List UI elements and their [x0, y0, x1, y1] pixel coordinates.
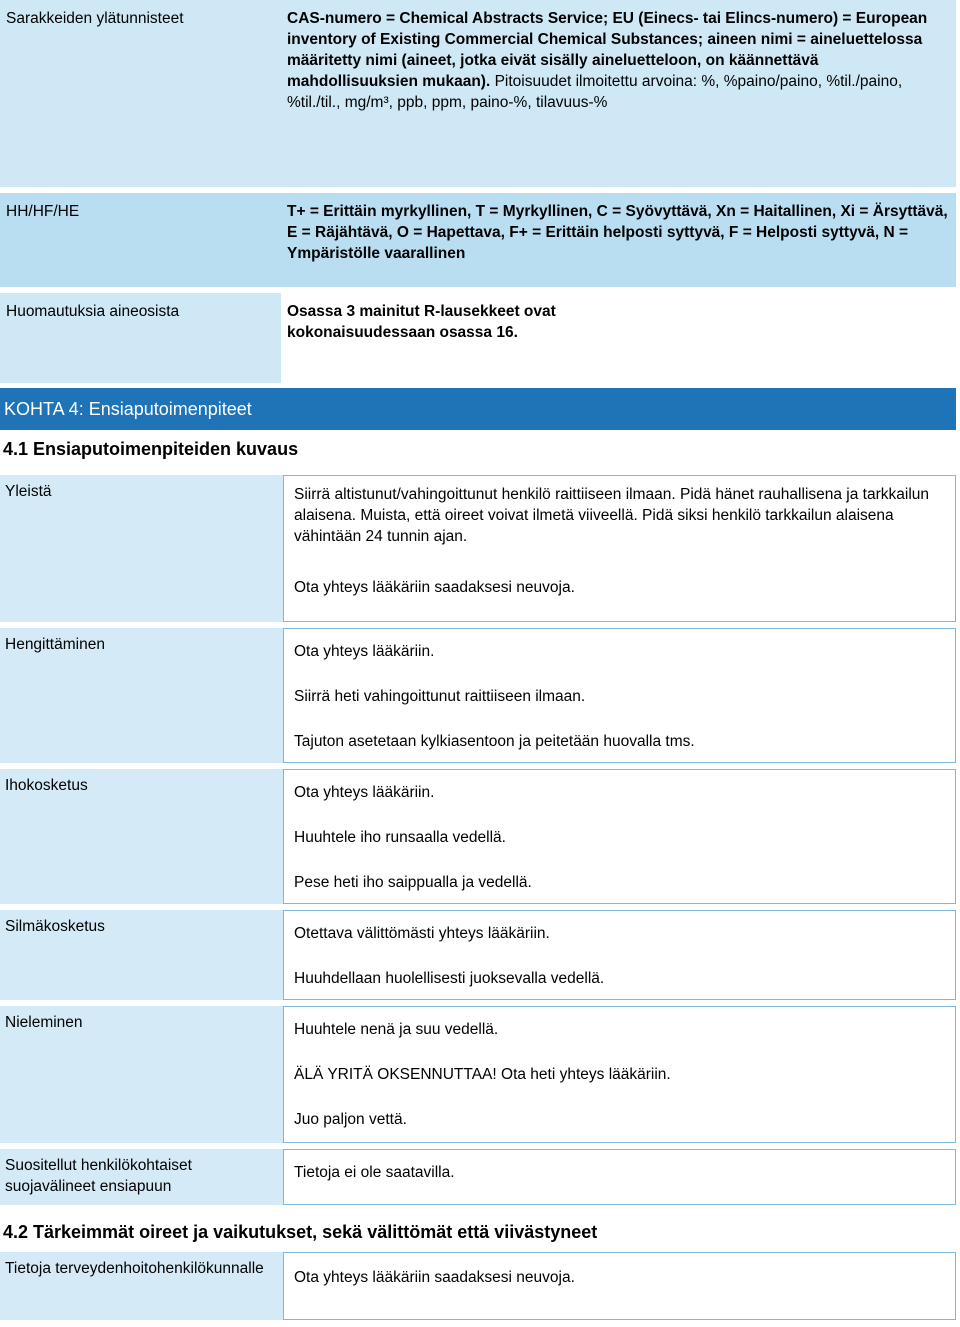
ingestion-warning: ÄLÄ YRITÄ OKSENNUTTAA! — [294, 1066, 497, 1083]
first-aid-value-eye — [283, 910, 956, 1000]
first-aid-label-ingestion: Nieleminen — [0, 1006, 283, 1143]
inhalation-line-2: Siirrä heti vahingoittunut raittiiseen ilmaan. — [294, 688, 586, 705]
legend-value-column-headers-bold: CAS-numero = Chemical Abstracts Service; EU (Einecs- tai Elincs-numero) = European inventory of Existing Commercial Chemical Substances; aineen nimi = aineluettelossa määritetty nimi (aineet, jotka eivät sisälly aineluetteloon, on käännettävä mahdollisuuksien mukaan). — [287, 10, 928, 90]
legend-value-component-notes: Osassa 3 mainitut R-lausekkeet ovat kokonaisuudessaan osassa 16. — [281, 293, 571, 383]
general-line-2: Ota yhteys lääkäriin saadaksesi neuvoja. — [294, 579, 575, 596]
general-line-1: Siirrä altistunut/vahingoittunut henkilö raittiiseen ilmaan. Pidä hänet rauhallisena ja tarkkailun alaisena. Muista, että oireet voivat ilmetä viiveellä. Pidä siksi henkilö tarkkailun alaisena vähintään 24 tunnin ajan. — [294, 486, 930, 545]
subsection-4-1-title: 4.1 Ensiaputoimenpiteiden kuvaus — [3, 439, 299, 459]
legend-value-column-headers — [281, 0, 956, 187]
first-aid-value-ppe — [283, 1149, 956, 1205]
legend-label-column-headers: Sarakkeiden ylätunnisteet — [0, 0, 281, 187]
info-value-health-personnel — [283, 1252, 956, 1320]
legend-label-hazard-codes: HH/HF/HE — [0, 193, 281, 287]
ppe-line-1: Tietoja ei ole saatavilla. — [294, 1164, 455, 1181]
info-label-health-personnel: Tietoja terveydenhoitohenkilökunnalle — [0, 1252, 283, 1320]
legend-value-column-headers-plain: Pitoisuudet ilmoitettu arvoina: %, %paino/paino, %til./paino, %til./til., mg/m³, ppb, ppm, paino-%, tilavuus-% — [287, 73, 903, 111]
first-aid-value-ingestion — [283, 1006, 956, 1143]
skin-line-1: Ota yhteys lääkäriin. — [294, 784, 435, 801]
ingestion-line-2 — [294, 1064, 945, 1085]
ingestion-line-3: Juo paljon vettä. — [294, 1111, 407, 1128]
inhalation-line-1: Ota yhteys lääkäriin. — [294, 643, 435, 660]
first-aid-label-inhalation: Hengittäminen — [0, 628, 283, 763]
inhalation-line-3: Tajuton asetetaan kylkiasentoon ja peitetään huovalla tms. — [294, 733, 695, 750]
eye-line-1: Otettava välittömästi yhteys lääkäriin. — [294, 925, 550, 942]
skin-line-3: Pese heti iho saippualla ja vedellä. — [294, 874, 532, 891]
first-aid-value-inhalation — [283, 628, 956, 763]
legend-label-component-notes: Huomautuksia aineosista — [0, 293, 281, 383]
first-aid-label-eye: Silmäkosketus — [0, 910, 283, 1000]
health-personnel-line-1: Ota yhteys lääkäriin saadaksesi neuvoja. — [294, 1269, 575, 1286]
ingestion-contact: Ota heti yhteys lääkäriin. — [501, 1066, 671, 1083]
eye-line-2: Huuhdellaan huolellisesti juoksevalla vedellä. — [294, 970, 605, 987]
section-4-title: KOHTA 4: Ensiaputoimenpiteet — [0, 388, 956, 430]
skin-line-2: Huuhtele iho runsaalla vedellä. — [294, 829, 506, 846]
legend-value-hazard-codes: T+ = Erittäin myrkyllinen, T = Myrkyllinen, C = Syövyttävä, Xn = Haitallinen, Xi = Ärsyttävä, E = Räjähtävä, O = Hapettava, F+ = Erittäin helposti syttyvä, F = Helposti syttyvä, N = Ympäristölle vaarallinen — [281, 193, 956, 287]
first-aid-label-skin: Ihokosketus — [0, 769, 283, 904]
ingestion-line-1: Huuhtele nenä ja suu vedellä. — [294, 1021, 499, 1038]
first-aid-label-general: Yleistä — [0, 475, 283, 622]
first-aid-value-general — [283, 475, 956, 622]
first-aid-value-skin — [283, 769, 956, 904]
subsection-4-2-title: 4.2 Tärkeimmät oireet ja vaikutukset, sekä välittömät että viivästyneet — [3, 1222, 598, 1242]
first-aid-label-ppe: Suositellut henkilökohtaiset suojavälineet ensiapuun — [0, 1149, 283, 1205]
